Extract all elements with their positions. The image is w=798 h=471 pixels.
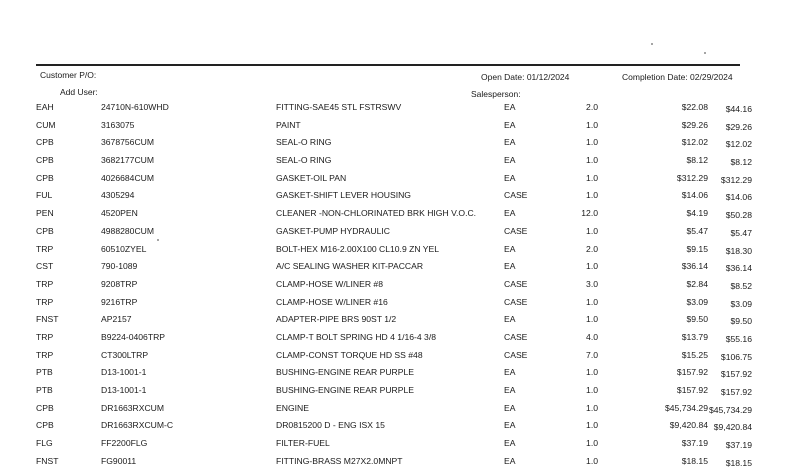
extended-price: $3.09 [730,298,752,309]
unit-of-measure: EA [504,137,516,148]
description: A/C SEALING WASHER KIT-PACCAR [276,261,424,272]
quantity: 1.0 [586,190,598,201]
part-number: DR1663RXCUM-C [101,420,174,431]
part-number: 4026684CUM [101,172,155,183]
table-row [0,436,798,454]
description: CLAMP-T BOLT SPRING HD 4 1/16-4 3/8 [276,331,436,342]
unit-of-measure: EA [504,261,516,272]
extended-price: $37.19 [725,440,752,451]
table-row [0,365,798,383]
table-row [0,312,798,330]
quantity: 1.0 [586,402,598,413]
cust-code: CUM [36,119,56,130]
cust-code: PEN [36,208,54,219]
cust-code: CPB [36,225,54,236]
table-row [0,171,798,189]
cust-code: CPB [36,420,54,431]
cust-code: CPB [36,155,54,166]
part-number: 790-1089 [101,261,138,272]
extended-price: $312.29 [720,174,752,185]
description: SEAL-O RING [276,155,332,166]
cust-code: TRP [36,243,54,254]
table-row [0,242,798,260]
unit-price: $9,420.84 [669,420,708,431]
customer-po-label: Customer P/O: [40,70,97,80]
unit-price: $29.26 [681,119,708,130]
cust-code: TRP [36,296,54,307]
unit-of-measure: EA [504,455,516,466]
extended-price: $18.15 [725,457,752,468]
table-row [0,153,798,171]
unit-price: $37.19 [681,438,708,449]
unit-price: $9.15 [686,243,708,254]
unit-price: $157.92 [676,385,708,395]
unit-of-measure: EA [504,438,516,449]
description: BOLT-HEX M16-2.00X100 CL10.9 ZN YEL [276,243,440,254]
quantity: 1.0 [586,296,598,307]
part-number: 3163075 [101,119,135,130]
quantity: 3.0 [586,278,598,289]
table-row [0,100,798,118]
part-number: AP2157 [101,314,132,325]
extended-price: $36.14 [725,263,752,274]
unit-of-measure: EA [504,367,516,378]
part-number: 3682177CUM [101,155,155,166]
unit-price: $3.09 [686,296,708,307]
description: FITTING-SAE45 STL FSTRSWV [276,102,402,112]
cust-code: CPB [36,402,54,413]
part-number: 24710N-610WHD [101,102,169,112]
unit-price: $36.14 [681,261,708,272]
salesperson-label: Salesperson: [471,89,521,99]
line-items-table [0,100,798,471]
table-row [0,224,798,242]
quantity: 4.0 [586,331,598,342]
extended-price: $50.28 [725,210,752,221]
scan-speck [651,43,653,45]
unit-of-measure: EA [504,102,516,112]
unit-of-measure: EA [504,119,516,130]
extended-price: $106.75 [720,351,752,362]
unit-price: $12.02 [681,137,708,148]
quantity: 1.0 [586,438,598,449]
table-row [0,188,798,206]
unit-price: $2.84 [686,278,708,289]
cust-code: TRP [36,331,54,342]
description: BUSHING-ENGINE REAR PURPLE [276,367,415,378]
part-number: B9224-0406TRP [101,331,166,342]
unit-of-measure: CASE [504,296,528,307]
description: ENGINE [276,402,309,413]
cust-code: EAH [36,102,54,112]
cust-code: CST [36,261,54,272]
description: CLEANER -NON-CHLORINATED BRK HIGH V.O.C. [276,208,477,219]
table-row [0,277,798,295]
quantity: 1.0 [586,367,598,378]
description: FILTER-FUEL [276,438,330,449]
part-number: DR1663RXCUM [101,402,165,413]
cust-code: PTB [36,385,53,395]
unit-of-measure: CASE [504,349,528,360]
part-number: 9216TRP [101,296,138,307]
unit-price: $18.15 [681,455,708,466]
quantity: 2.0 [586,102,598,112]
unit-of-measure: EA [504,208,516,219]
cust-code: TRP [36,349,54,360]
quantity: 1.0 [586,172,598,183]
table-row [0,454,798,471]
extended-price: $8.52 [730,280,752,291]
description: GASKET-SHIFT LEVER HOUSING [276,190,411,201]
description: SEAL-O RING [276,137,332,148]
extended-price: $157.92 [720,369,752,380]
description: GASKET-PUMP HYDRAULIC [276,225,390,236]
unit-of-measure: CASE [504,331,528,342]
description: DR0815200 D - ENG ISX 15 [276,420,385,431]
part-number: 4305294 [101,190,135,201]
quantity: 7.0 [586,349,598,360]
extended-price: $18.30 [725,245,752,256]
extended-price: $45,734.29 [708,404,752,415]
cust-code: FNST [36,314,59,325]
quantity: 1.0 [586,261,598,272]
table-row [0,259,798,277]
table-row [0,295,798,313]
quantity: 1.0 [586,420,598,431]
header-rule [36,64,740,66]
table-row [0,135,798,153]
description: PAINT [276,119,301,130]
table-row [0,118,798,136]
part-number: FG90011 [101,455,137,466]
description: CLAMP-HOSE W/LINER #16 [276,296,388,307]
part-number: D13-1001-1 [101,367,147,378]
quantity: 1.0 [586,455,598,466]
cust-code: CPB [36,172,54,183]
unit-price: $15.25 [681,349,708,360]
extended-price: $157.92 [720,387,752,397]
extended-price: $5.47 [730,227,752,238]
quantity: 1.0 [586,155,598,166]
part-number: 4520PEN [101,208,138,219]
description: CLAMP-HOSE W/LINER #8 [276,278,383,289]
description: CLAMP-CONST TORQUE HD SS #48 [276,349,423,360]
cust-code: PTB [36,367,53,378]
unit-price: $4.19 [686,208,708,219]
add-user-label: Add User: [60,87,98,97]
unit-price: $5.47 [686,225,708,236]
extended-price: $9,420.84 [713,422,752,433]
unit-price: $13.79 [681,331,708,342]
unit-price: $312.29 [676,172,708,183]
quantity: 1.0 [586,314,598,325]
unit-of-measure: EA [504,385,516,395]
unit-of-measure: EA [504,314,516,325]
part-number: 4988280CUM [101,225,155,236]
description: GASKET-OIL PAN [276,172,347,183]
cust-code: TRP [36,278,54,289]
table-row [0,383,798,401]
unit-of-measure: EA [504,402,516,413]
unit-of-measure: EA [504,243,516,254]
unit-of-measure: CASE [504,278,528,289]
description: BUSHING-ENGINE REAR PURPLE [276,385,415,395]
scan-speck [704,52,706,54]
extended-price: $44.16 [725,104,752,114]
extended-price: $55.16 [725,333,752,344]
cust-code: FLG [36,438,53,449]
cust-code: CPB [36,137,54,148]
table-row [0,348,798,366]
description: FITTING-BRASS M27X2.0MNPT [276,455,403,466]
extended-price: $14.06 [725,192,752,203]
table-row [0,330,798,348]
part-number: FF2200FLG [101,438,148,449]
unit-price: $45,734.29 [664,402,708,413]
unit-of-measure: EA [504,155,516,166]
table-row [0,418,798,436]
unit-price: $157.92 [676,367,708,378]
extended-price: $8.12 [730,157,752,168]
quantity: 1.0 [586,225,598,236]
quantity: 12.0 [581,208,598,219]
description: ADAPTER-PIPE BRS 90ST 1/2 [276,314,397,325]
quantity: 1.0 [586,385,598,395]
unit-of-measure: EA [504,172,516,183]
unit-price: $8.12 [686,155,708,166]
completion-date: Completion Date: 02/29/2024 [622,72,733,82]
unit-of-measure: EA [504,420,516,431]
quantity: 2.0 [586,243,598,254]
part-number: CT300LTRP [101,349,149,360]
open-date: Open Date: 01/12/2024 [481,72,570,82]
part-number: 60510ZYEL [101,243,147,254]
cust-code: FNST [36,455,59,466]
table-row [0,206,798,224]
extended-price: $29.26 [725,121,752,132]
unit-of-measure: CASE [504,225,528,236]
unit-price: $9.50 [686,314,708,325]
quantity: 1.0 [586,137,598,148]
extended-price: $12.02 [725,139,752,150]
quantity: 1.0 [586,119,598,130]
cust-code: FUL [36,190,53,201]
extended-price: $9.50 [730,316,752,327]
unit-price: $22.08 [681,102,708,112]
part-number: 9208TRP [101,278,138,289]
part-number: 3678756CUM [101,137,155,148]
part-number: D13-1001-1 [101,385,147,395]
unit-of-measure: CASE [504,190,528,201]
unit-price: $14.06 [681,190,708,201]
table-row [0,401,798,419]
